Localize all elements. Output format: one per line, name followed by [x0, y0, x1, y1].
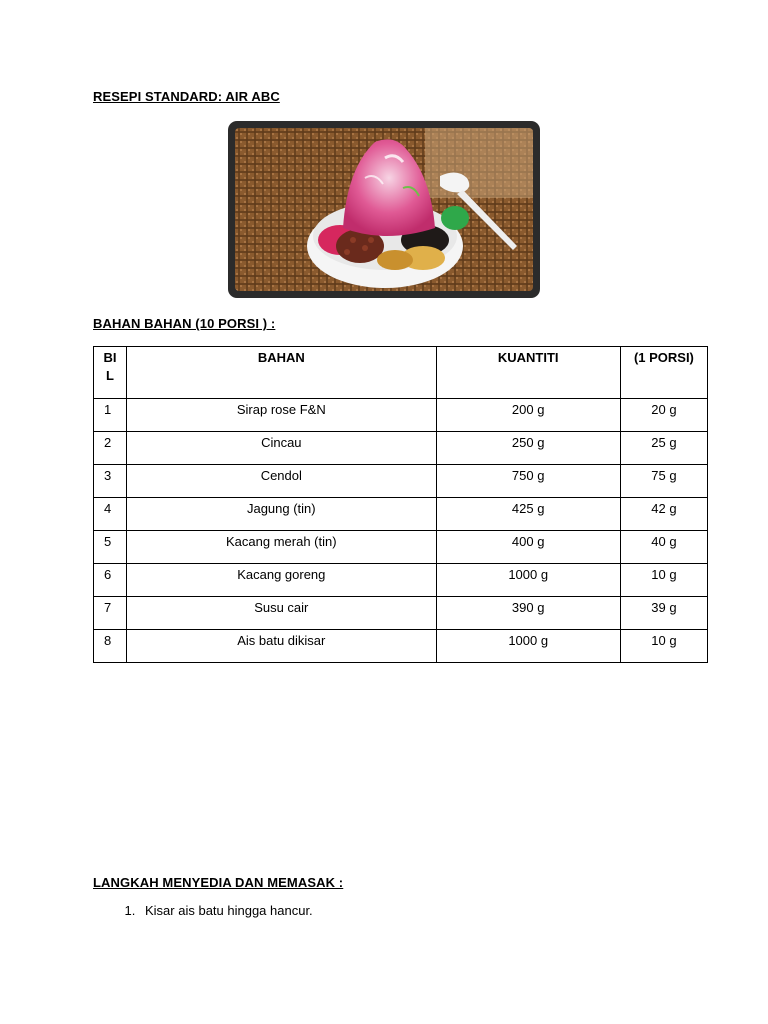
cell-porsi: 39 g	[620, 597, 707, 630]
header-porsi: (1 PORSI)	[620, 347, 707, 399]
table-row	[94, 498, 708, 531]
cell-bil: 7	[94, 597, 127, 630]
air-abc-image	[235, 128, 533, 291]
cell-bil: 3	[94, 465, 127, 498]
table-row	[94, 399, 708, 432]
table-row	[94, 564, 708, 597]
cell-kuantiti: 250 g	[436, 432, 620, 465]
cell-kuantiti: 1000 g	[436, 630, 620, 663]
cell-porsi: 20 g	[620, 399, 707, 432]
cell-porsi: 42 g	[620, 498, 707, 531]
cell-kuantiti: 425 g	[436, 498, 620, 531]
table-row	[94, 465, 708, 498]
cell-kuantiti: 750 g	[436, 465, 620, 498]
cell-porsi: 10 g	[620, 630, 707, 663]
table-row	[94, 531, 708, 564]
ingredients-table	[93, 346, 708, 663]
dessert-photo	[228, 121, 540, 298]
cell-bil: 4	[94, 498, 127, 531]
cell-kuantiti: 390 g	[436, 597, 620, 630]
cell-kuantiti: 200 g	[436, 399, 620, 432]
cell-porsi: 40 g	[620, 531, 707, 564]
page-title: RESEPI STANDARD: AIR ABC	[93, 89, 280, 104]
steps-list	[93, 902, 313, 920]
table-row	[94, 432, 708, 465]
steps-heading: LANGKAH MENYEDIA DAN MEMASAK :	[93, 875, 344, 890]
table-row	[94, 597, 708, 630]
cell-bil: 8	[94, 630, 127, 663]
table-header-row	[94, 347, 708, 399]
header-bil: BI L	[94, 347, 127, 399]
cell-bil: 5	[94, 531, 127, 564]
cell-porsi: 75 g	[620, 465, 707, 498]
cell-bahan: Ais batu dikisar	[127, 630, 437, 663]
header-bahan: BAHAN	[127, 347, 437, 399]
cell-bahan: Susu cair	[127, 597, 437, 630]
cell-bahan: Cincau	[127, 432, 437, 465]
cell-bil: 1	[94, 399, 127, 432]
ingredients-heading: BAHAN BAHAN (10 PORSI ) :	[93, 316, 276, 331]
cell-kuantiti: 400 g	[436, 531, 620, 564]
table-row	[94, 630, 708, 663]
cell-bahan: Jagung (tin)	[127, 498, 437, 531]
cell-kuantiti: 1000 g	[436, 564, 620, 597]
cell-bil: 2	[94, 432, 127, 465]
cell-porsi: 25 g	[620, 432, 707, 465]
header-kuantiti: KUANTITI	[436, 347, 620, 399]
cell-bil: 6	[94, 564, 127, 597]
cell-bahan: Sirap rose F&N	[127, 399, 437, 432]
cell-bahan: Kacang goreng	[127, 564, 437, 597]
cell-porsi: 10 g	[620, 564, 707, 597]
cell-bahan: Kacang merah (tin)	[127, 531, 437, 564]
step-item: 1. Kisar ais batu hingga hancur.	[139, 902, 313, 920]
cell-bahan: Cendol	[127, 465, 437, 498]
